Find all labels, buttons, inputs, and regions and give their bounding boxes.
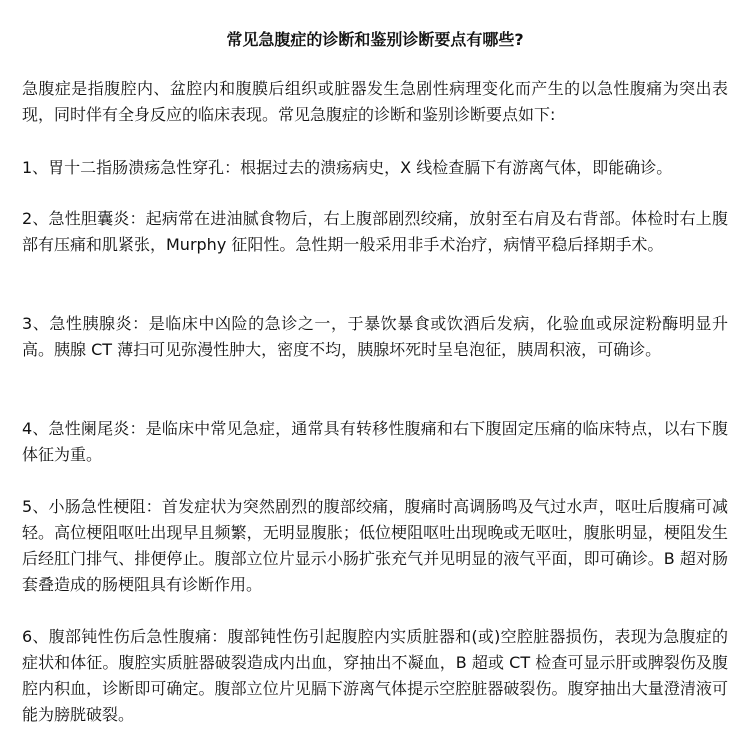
- item-paragraph-2: 2、急性胆囊炎：起病常在进油腻食物后，右上腹部剧烈绞痛，放射至右肩及右背部。体检时右上腹部有压痛和肌紧张，Murphy 征阳性。急性期一般采用非手术治疗，病情平稳后择期手术。: [22, 209, 728, 254]
- item-paragraph-1: 1、胃十二指肠溃疡急性穿孔：根据过去的溃疡病史，X 线检查膈下有游离气体，即能确诊。: [22, 158, 673, 177]
- intro-paragraph: 急腹症是指腹腔内、盆腔内和腹膜后组织或脏器发生急剧性病理变化而产生的以急性腹痛为突出表现，同时伴有全身反应的临床表现。常见急腹症的诊断和鉴别诊断要点如下:: [22, 79, 728, 124]
- item-paragraph-3: 3、急性胰腺炎：是临床中凶险的急诊之一，于暴饮暴食或饮酒后发病，化验血或尿淀粉酶明显升高。胰腺 CT 薄扫可见弥漫性肿大，密度不均，胰腺坏死时呈皂泡征，胰周积液，可确诊。: [22, 314, 728, 359]
- document-title: 常见急腹症的诊断和鉴别诊断要点有哪些?: [226, 30, 524, 49]
- item-paragraph-6: 6、腹部钝性伤后急性腹痛：腹部钝性伤引起腹腔内实质脏器和(或)空腔脏器损伤，表现为急腹症的症状和体征。腹腔实质脏器破裂造成内出血，穿抽出不凝血，B 超或 CT 检查可显示肝或脾裂伤及腹腔内积血，诊断即可确定。腹部立位片见膈下游离气体提示空腔脏器破裂伤。腹穿抽出大量澄清液可能为膀胱破裂。: [22, 627, 728, 724]
- item-paragraph-5: 5、小肠急性梗阻：首发症状为突然剧烈的腹部绞痛，腹痛时高调肠鸣及气过水声，呕吐后腹痛可减轻。高位梗阻呕吐出现早且频繁，无明显腹胀；低位梗阻呕吐出现晚或无呕吐，腹胀明显，梗阻发生后经肛门排气、排便停止。腹部立位片显示小肠扩张充气并见明显的液气平面，即可确诊。B 超对肠套叠造成的肠梗阻具有诊断作用。: [22, 497, 728, 594]
- item-paragraph-4: 4、急性阑尾炎：是临床中常见急症，通常具有转移性腹痛和右下腹固定压痛的临床特点，以右下腹体征为重。: [22, 419, 728, 464]
